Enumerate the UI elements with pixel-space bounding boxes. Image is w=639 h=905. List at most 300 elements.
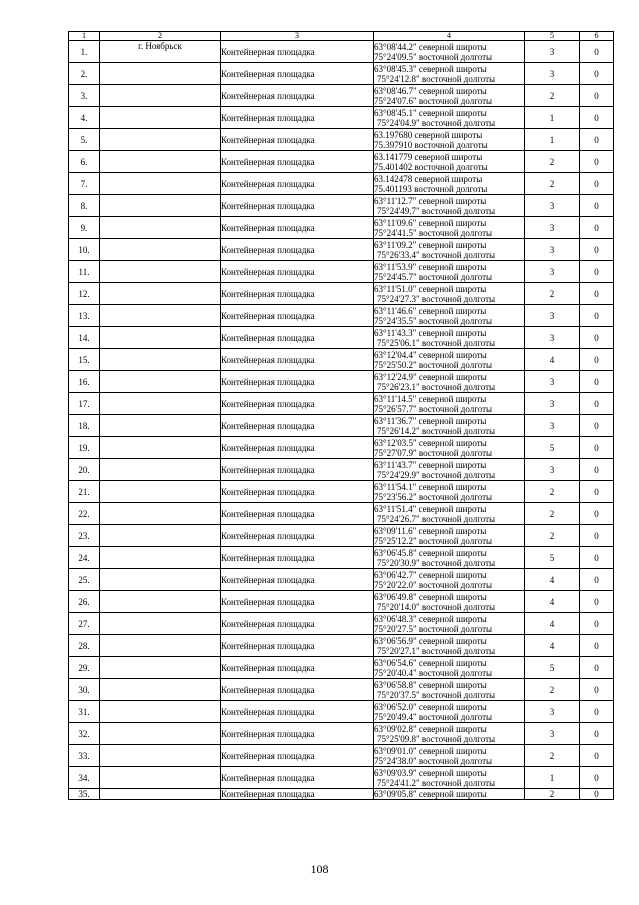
column-6-value: 0 <box>580 701 614 723</box>
coordinates <box>374 85 525 107</box>
site-type: Контейнерная площадка <box>221 85 374 107</box>
latitude: 63°09'02.8" северной широты <box>374 723 487 734</box>
longitude: 75°20'22.0" восточной долготы <box>374 579 493 590</box>
column-6-value: 0 <box>580 613 614 635</box>
column-6-value: 0 <box>580 437 614 459</box>
longitude: 75°20'49.4" восточной долготы <box>374 711 493 722</box>
column-number-6: 6 <box>580 32 614 41</box>
latitude: 63°11'46.6" северной широты <box>374 305 487 316</box>
coordinates <box>374 305 525 327</box>
row-number: 3. <box>69 85 100 107</box>
latitude: 63.142478 северной широты <box>374 173 483 184</box>
site-type: Контейнерная площадка <box>221 41 374 63</box>
latitude: 63°11'09.2" северной широты <box>374 239 487 250</box>
site-type: Контейнерная площадка <box>221 569 374 591</box>
longitude: 75°24'04.9" восточной долготы <box>377 117 496 128</box>
table-row <box>69 701 614 723</box>
container-count: 3 <box>525 261 580 283</box>
longitude: 75°20'40.4" восточной долготы <box>374 667 493 678</box>
column-6-value: 0 <box>580 349 614 371</box>
coordinates <box>374 525 525 547</box>
locality-name <box>100 547 221 569</box>
site-type: Контейнерная площадка <box>221 437 374 459</box>
locality-name <box>100 415 221 437</box>
coordinates <box>374 613 525 635</box>
latitude: 63°12'04.4" северной широты <box>374 349 487 360</box>
coordinates <box>374 217 525 239</box>
locality-name <box>100 327 221 349</box>
coordinates <box>374 327 525 349</box>
latitude: 63°09'01.0" северной широты <box>374 745 487 756</box>
container-count: 3 <box>525 63 580 85</box>
container-count: 2 <box>525 85 580 107</box>
coordinates <box>374 41 525 63</box>
locality-name <box>100 283 221 305</box>
column-6-value: 0 <box>580 63 614 85</box>
row-number: 20. <box>69 459 100 481</box>
row-number: 26. <box>69 591 100 613</box>
coordinates <box>374 195 525 217</box>
container-count: 3 <box>525 217 580 239</box>
locality-name <box>100 701 221 723</box>
latitude: 63°11'12.7" северной широты <box>374 195 487 206</box>
site-type: Контейнерная площадка <box>221 283 374 305</box>
container-count: 5 <box>525 657 580 679</box>
column-6-value: 0 <box>580 591 614 613</box>
coordinates <box>374 481 525 503</box>
latitude: 63°11'43.3" северной широты <box>374 327 487 338</box>
locality-name <box>100 349 221 371</box>
coordinates <box>374 635 525 657</box>
latitude: 63°09'05.8" северной широты <box>374 789 487 799</box>
container-count: 3 <box>525 239 580 261</box>
locality-name <box>100 767 221 789</box>
row-number: 30. <box>69 679 100 701</box>
container-count: 3 <box>525 701 580 723</box>
longitude: 75.401402 восточной долготы <box>374 161 488 172</box>
row-number: 12. <box>69 283 100 305</box>
longitude: 75°27'07.9" восточной долготы <box>374 447 493 458</box>
column-number-2: 2 <box>100 32 221 41</box>
container-count: 1 <box>525 107 580 129</box>
locality-name <box>100 459 221 481</box>
row-number: 2. <box>69 63 100 85</box>
site-type: Контейнерная площадка <box>221 305 374 327</box>
site-type: Контейнерная площадка <box>221 657 374 679</box>
row-number: 4. <box>69 107 100 129</box>
column-6-value: 0 <box>580 767 614 789</box>
latitude: 63°11'54.1" северной широты <box>374 481 487 492</box>
coordinates <box>374 129 525 151</box>
row-number: 6. <box>69 151 100 173</box>
longitude: 75°24'38.0" восточной долготы <box>374 755 493 766</box>
column-6-value: 0 <box>580 525 614 547</box>
container-count: 4 <box>525 569 580 591</box>
longitude: 75°25'50.2" восточной долготы <box>374 359 493 370</box>
locality-name <box>100 437 221 459</box>
coordinates <box>374 107 525 129</box>
table-row <box>69 437 614 459</box>
container-count: 3 <box>525 393 580 415</box>
container-count: 2 <box>525 679 580 701</box>
table-row <box>69 459 614 481</box>
row-number: 8. <box>69 195 100 217</box>
longitude: 75°26'57.7" восточной долготы <box>374 403 493 414</box>
coordinates <box>374 767 525 789</box>
locality-name <box>100 503 221 525</box>
row-number: 28. <box>69 635 100 657</box>
page-number: 108 <box>310 862 329 876</box>
longitude: 75°20'27.1" восточной долготы <box>377 645 496 656</box>
latitude: 63°06'54.6" северной широты <box>374 657 487 668</box>
column-number-4: 4 <box>374 32 525 41</box>
column-6-value: 0 <box>580 745 614 767</box>
column-6-value: 0 <box>580 481 614 503</box>
latitude: 63°11'51.4" северной широты <box>374 503 487 514</box>
latitude: 63°08'45.1" северной широты <box>374 107 487 118</box>
site-type: Контейнерная площадка <box>221 767 374 789</box>
locality-name <box>100 613 221 635</box>
locality-name <box>100 657 221 679</box>
container-count: 2 <box>525 525 580 547</box>
table-row <box>69 723 614 745</box>
table-row <box>69 173 614 195</box>
site-type: Контейнерная площадка <box>221 195 374 217</box>
locality-name <box>100 679 221 701</box>
locality-name <box>100 591 221 613</box>
table-row <box>69 657 614 679</box>
column-6-value: 0 <box>580 217 614 239</box>
column-6-value: 0 <box>580 261 614 283</box>
container-count: 3 <box>525 371 580 393</box>
column-number-1: 1 <box>69 32 100 41</box>
container-count: 2 <box>525 503 580 525</box>
row-number: 11. <box>69 261 100 283</box>
table-row <box>69 129 614 151</box>
locality-name <box>100 151 221 173</box>
row-number: 13. <box>69 305 100 327</box>
site-type: Контейнерная площадка <box>221 261 374 283</box>
longitude: 75°20'14.0" восточной долготы <box>377 601 496 612</box>
coordinates <box>374 151 525 173</box>
latitude: 63°12'03.5" северной широты <box>374 437 487 448</box>
coordinates <box>374 63 525 85</box>
column-6-value: 0 <box>580 393 614 415</box>
site-type: Контейнерная площадка <box>221 591 374 613</box>
coordinates <box>374 547 525 569</box>
container-count: 3 <box>525 415 580 437</box>
container-count: 3 <box>525 327 580 349</box>
latitude: 63°06'56.9" северной широты <box>374 635 487 646</box>
longitude: 75°24'26.7" восточной долготы <box>377 513 496 524</box>
latitude: 63°08'44.2" северной широты <box>374 41 487 52</box>
container-count: 4 <box>525 635 580 657</box>
container-sites-table <box>68 31 614 800</box>
column-6-value: 0 <box>580 283 614 305</box>
coordinates <box>374 591 525 613</box>
column-6-value: 0 <box>580 305 614 327</box>
site-type: Контейнерная площадка <box>221 63 374 85</box>
column-6-value: 0 <box>580 371 614 393</box>
locality-name <box>100 525 221 547</box>
container-count: 2 <box>525 745 580 767</box>
site-type: Контейнерная площадка <box>221 129 374 151</box>
table-row <box>69 371 614 393</box>
table-body <box>69 32 614 800</box>
locality-name <box>100 393 221 415</box>
table-row <box>69 327 614 349</box>
column-6-value: 0 <box>580 415 614 437</box>
site-type: Контейнерная площадка <box>221 217 374 239</box>
coordinates <box>374 745 525 767</box>
row-number: 14. <box>69 327 100 349</box>
site-type: Контейнерная площадка <box>221 371 374 393</box>
locality-name <box>100 261 221 283</box>
coordinates <box>374 723 525 745</box>
locality-name <box>100 635 221 657</box>
column-6-value: 0 <box>580 327 614 349</box>
container-count: 3 <box>525 305 580 327</box>
row-number: 25. <box>69 569 100 591</box>
longitude: 75°24'49.7" восточной долготы <box>377 205 496 216</box>
table-row <box>69 525 614 547</box>
locality-name <box>100 569 221 591</box>
row-number: 35. <box>69 789 100 800</box>
site-type: Контейнерная площадка <box>221 415 374 437</box>
container-count: 2 <box>525 151 580 173</box>
coordinates <box>374 173 525 195</box>
site-type: Контейнерная площадка <box>221 503 374 525</box>
site-type: Контейнерная площадка <box>221 613 374 635</box>
row-number: 31. <box>69 701 100 723</box>
locality-name <box>100 173 221 195</box>
table-row <box>69 261 614 283</box>
latitude: 63°11'43.7" северной широты <box>374 459 487 470</box>
container-count: 2 <box>525 173 580 195</box>
row-number: 9. <box>69 217 100 239</box>
site-type: Контейнерная площадка <box>221 349 374 371</box>
row-number: 23. <box>69 525 100 547</box>
table-row <box>69 767 614 789</box>
column-6-value: 0 <box>580 547 614 569</box>
latitude: 63°06'42.7" северной широты <box>374 569 487 580</box>
longitude: 75.397910 восточной долготы <box>374 139 488 150</box>
latitude: 63°06'45.8" северной широты <box>374 547 487 558</box>
row-number: 15. <box>69 349 100 371</box>
container-count: 5 <box>525 547 580 569</box>
column-6-value: 0 <box>580 789 614 800</box>
longitude: 75°20'27.5" восточной долготы <box>374 623 493 634</box>
column-6-value: 0 <box>580 41 614 63</box>
latitude: 63°09'03.9" северной широты <box>374 767 487 778</box>
coordinates <box>374 371 525 393</box>
container-count: 1 <box>525 767 580 789</box>
longitude: 75.401193 восточной долготы <box>374 183 488 194</box>
longitude: 75°23'56.2" восточной долготы <box>374 491 493 502</box>
site-type: Контейнерная площадка <box>221 635 374 657</box>
table-row <box>69 239 614 261</box>
longitude: 75°26'33.4" восточной долготы <box>377 249 496 260</box>
locality-name <box>100 107 221 129</box>
site-type: Контейнерная площадка <box>221 393 374 415</box>
container-count: 3 <box>525 459 580 481</box>
coordinates <box>374 283 525 305</box>
longitude: 75°24'27.3" восточной долготы <box>377 293 496 304</box>
locality-name <box>100 239 221 261</box>
site-type: Контейнерная площадка <box>221 701 374 723</box>
column-6-value: 0 <box>580 195 614 217</box>
table-row <box>69 569 614 591</box>
latitude: 63°09'11.6" северной широты <box>374 525 487 536</box>
row-number: 32. <box>69 723 100 745</box>
row-number: 17. <box>69 393 100 415</box>
longitude: 75°24'35.5" восточной долготы <box>374 315 493 326</box>
table-row <box>69 415 614 437</box>
site-type: Контейнерная площадка <box>221 547 374 569</box>
site-type: Контейнерная площадка <box>221 327 374 349</box>
longitude: 75°25'12.2" восточной долготы <box>374 535 493 546</box>
column-number-header-row <box>69 32 614 41</box>
site-type: Контейнерная площадка <box>221 239 374 261</box>
column-6-value: 0 <box>580 107 614 129</box>
container-count: 4 <box>525 591 580 613</box>
site-type: Контейнерная площадка <box>221 151 374 173</box>
site-type: Контейнерная площадка <box>221 173 374 195</box>
latitude: 63°11'51.0" северной широты <box>374 283 487 294</box>
container-count: 3 <box>525 723 580 745</box>
longitude: 75°24'29.9" восточной долготы <box>377 469 496 480</box>
longitude: 75°26'14.2" восточной долготы <box>377 425 496 436</box>
row-number: 1. <box>69 41 100 63</box>
coordinates <box>374 393 525 415</box>
row-number: 10. <box>69 239 100 261</box>
site-type: Контейнерная площадка <box>221 789 374 800</box>
column-6-value: 0 <box>580 723 614 745</box>
coordinates <box>374 503 525 525</box>
locality-name <box>100 789 221 800</box>
locality-name <box>100 85 221 107</box>
site-type: Контейнерная площадка <box>221 107 374 129</box>
table-row <box>69 63 614 85</box>
longitude: 75°25'09.8" восточной долготы <box>377 733 496 744</box>
column-6-value: 0 <box>580 635 614 657</box>
column-6-value: 0 <box>580 503 614 525</box>
row-number: 16. <box>69 371 100 393</box>
locality-name <box>100 723 221 745</box>
table-row <box>69 217 614 239</box>
column-6-value: 0 <box>580 151 614 173</box>
longitude: 75°20'30.9" восточной долготы <box>377 557 496 568</box>
latitude: 63.197680 северной широты <box>374 129 483 140</box>
column-6-value: 0 <box>580 129 614 151</box>
site-type: Контейнерная площадка <box>221 459 374 481</box>
latitude: 63°06'49.8" северной широты <box>374 591 487 602</box>
latitude: 63°08'45.3" северной широты <box>374 63 487 74</box>
column-6-value: 0 <box>580 459 614 481</box>
table-row <box>69 547 614 569</box>
container-count: 4 <box>525 349 580 371</box>
table-row <box>69 41 614 63</box>
container-count: 3 <box>525 41 580 63</box>
column-6-value: 0 <box>580 85 614 107</box>
locality-name: г. Ноябрьск <box>100 41 221 63</box>
table-row <box>69 503 614 525</box>
table-row <box>69 745 614 767</box>
site-type: Контейнерная площадка <box>221 723 374 745</box>
latitude: 63°06'52.0" северной широты <box>374 701 487 712</box>
coordinates <box>374 459 525 481</box>
locality-name <box>100 217 221 239</box>
longitude: 75°20'37.5" восточной долготы <box>377 689 496 700</box>
table-row <box>69 283 614 305</box>
locality-name <box>100 63 221 85</box>
table-row <box>69 393 614 415</box>
table-row <box>69 151 614 173</box>
row-number: 19. <box>69 437 100 459</box>
row-number: 5. <box>69 129 100 151</box>
column-number-5: 5 <box>525 32 580 41</box>
coordinates <box>374 679 525 701</box>
row-number: 34. <box>69 767 100 789</box>
row-number: 33. <box>69 745 100 767</box>
table-row <box>69 85 614 107</box>
row-number: 7. <box>69 173 100 195</box>
longitude: 75°24'12.8" восточной долготы <box>377 73 496 84</box>
row-number: 29. <box>69 657 100 679</box>
longitude: 75°25'06.1" восточной долготы <box>377 337 496 348</box>
locality-name <box>100 371 221 393</box>
latitude: 63°11'09.6" северной широты <box>374 217 487 228</box>
latitude: 63°06'58.8" северной широты <box>374 679 487 690</box>
column-number-3: 3 <box>221 32 374 41</box>
coordinates <box>374 349 525 371</box>
row-number: 27. <box>69 613 100 635</box>
coordinates <box>374 261 525 283</box>
coordinates <box>374 657 525 679</box>
locality-name <box>100 745 221 767</box>
table-row <box>69 635 614 657</box>
container-count: 1 <box>525 129 580 151</box>
row-number: 21. <box>69 481 100 503</box>
table-row <box>69 349 614 371</box>
site-type: Контейнерная площадка <box>221 679 374 701</box>
coordinates <box>374 415 525 437</box>
latitude: 63°12'24.9" северной широты <box>374 371 487 382</box>
site-type: Контейнерная площадка <box>221 525 374 547</box>
site-type: Контейнерная площадка <box>221 481 374 503</box>
longitude: 75°24'41.2" восточной долготы <box>377 777 496 788</box>
table-row <box>69 195 614 217</box>
row-number: 24. <box>69 547 100 569</box>
table-row <box>69 613 614 635</box>
column-6-value: 0 <box>580 569 614 591</box>
latitude: 63°11'14.5" северной широты <box>374 393 487 404</box>
table-row <box>69 591 614 613</box>
column-6-value: 0 <box>580 173 614 195</box>
container-count: 2 <box>525 283 580 305</box>
table-row <box>69 305 614 327</box>
coordinates <box>374 789 525 800</box>
latitude: 63.141779 северной широты <box>374 151 483 162</box>
latitude: 63°11'53.9" северной широты <box>374 261 487 272</box>
container-count: 3 <box>525 195 580 217</box>
column-6-value: 0 <box>580 657 614 679</box>
column-6-value: 0 <box>580 679 614 701</box>
longitude: 75°24'45.7" восточной долготы <box>374 271 493 282</box>
longitude: 75°24'09.5" восточной долготы <box>374 51 493 62</box>
locality-name <box>100 481 221 503</box>
coordinates <box>374 569 525 591</box>
